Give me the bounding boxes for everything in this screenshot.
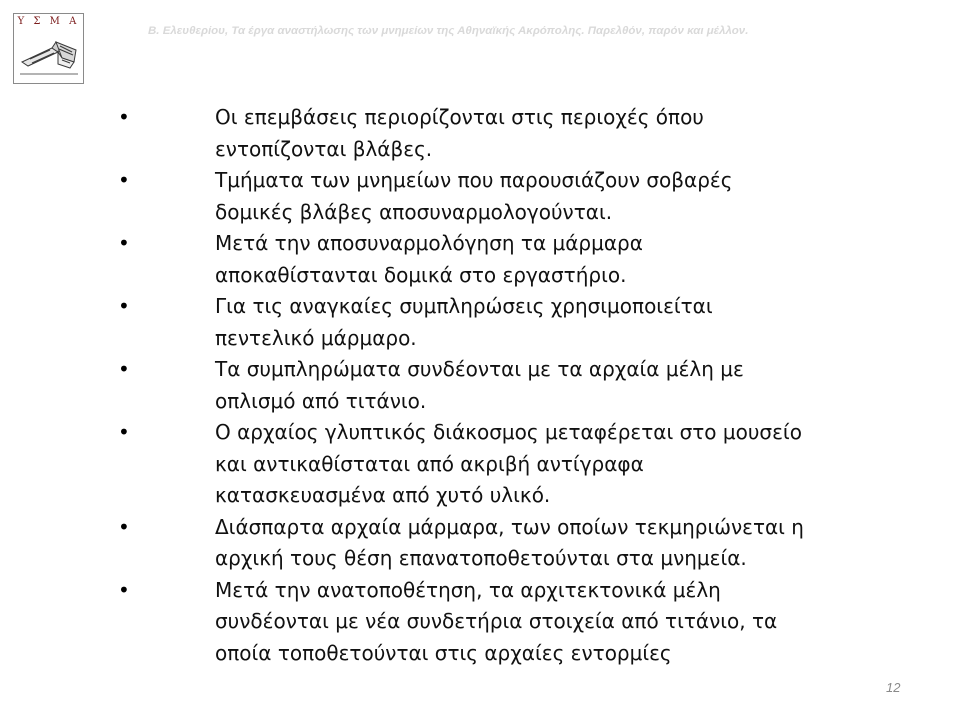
bullet-icon: • (118, 168, 130, 192)
bullet-list (0, 102, 960, 669)
bullet-icon: • (118, 105, 130, 129)
bullet-icon: • (118, 577, 130, 602)
list-item (0, 165, 960, 228)
list-item (0, 575, 960, 670)
bullet-icon: • (118, 357, 130, 381)
slide-number: 12 (886, 680, 901, 695)
bullet-text: Τμήματα των μνημείων που παρουσιάζουν σοβαρές δομικές βλάβες αποσυναρμολογούνται. (215, 168, 733, 224)
logo-letters: Υ Σ Μ Α (17, 16, 80, 27)
list-item (0, 102, 960, 165)
logo (13, 13, 84, 84)
bullet-icon: • (118, 514, 130, 539)
bullet-text: Ο αρχαίος γλυπτικός διάκοσμος μεταφέρεται στο μουσείο και αντικαθίσταται από ακριβή αντίγραφα κατασκευασμένα από χυτό υλικό. (215, 420, 802, 507)
logo-column-drawing-icon (18, 32, 80, 80)
list-item (0, 512, 960, 575)
list-item (0, 291, 960, 354)
bullet-icon: • (118, 420, 130, 444)
bullet-text: Μετά την αποσυναρμολόγηση τα μάρμαρα αποκαθίστανται δομικά στο εργαστήριο. (215, 231, 643, 287)
bullet-icon: • (118, 231, 130, 255)
header-reference: Β. Ελευθερίου, Τα έργα αναστήλωσης των μνημείων της Αθηναϊκής Ακρόπολης. Παρελθόν, παρόν και μέλλον. (148, 25, 749, 37)
bullet-text: Μετά την ανατοποθέτηση, τα αρχιτεκτονικά μέλη συνδέονται με νέα συνδετήρια στοιχεία από τιτάνιο, τα οποία τοποθετούνται στις αρχαίες εντορμίες (215, 577, 778, 665)
bullet-text: Τα συμπληρώματα συνδέονται με τα αρχαία μέλη με οπλισμό από τιτάνιο. (215, 357, 744, 413)
bullet-icon: • (118, 294, 130, 318)
bullet-text: Οι επεμβάσεις περιορίζονται στις περιοχές όπου εντοπίζονται βλάβες. (215, 105, 704, 161)
bullet-text: Για τις αναγκαίες συμπληρώσεις χρησιμοποιείται πεντελικό μάρμαρο. (215, 294, 713, 350)
bullet-text: Διάσπαρτα αρχαία μάρμαρα, των οποίων τεκμηριώνεται η αρχική τους θέση επανατοποθετούνται στα μνημεία. (215, 514, 804, 570)
list-item (0, 417, 960, 512)
list-item (0, 228, 960, 291)
list-item (0, 354, 960, 417)
